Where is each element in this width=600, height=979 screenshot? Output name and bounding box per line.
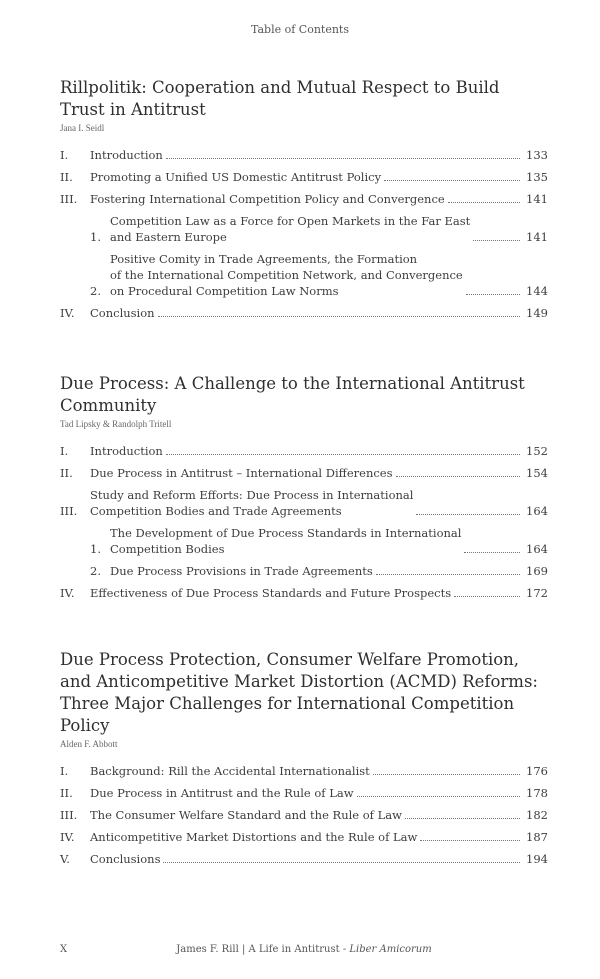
entry-label: and Eastern Europe [110, 230, 227, 244]
entry-label: Study and Reform Efforts: Due Process in International [90, 488, 414, 502]
chapter-title: Rillpolitik: Cooperation and Mutual Respect to Build Trust in Antitrust [60, 78, 500, 119]
entry-number: II. [60, 786, 73, 800]
dot-leader [384, 180, 520, 181]
entry-label: Due Process in Antitrust – International Differences [90, 466, 393, 480]
entry-number: IV. [60, 586, 75, 600]
toc-entry[interactable] [60, 829, 548, 845]
entry-label: Competition Bodies [110, 542, 225, 556]
entry-page-number: 154 [526, 466, 548, 480]
toc-subentry[interactable] [60, 563, 548, 579]
dot-leader [454, 596, 520, 597]
toc-entry[interactable] [60, 169, 548, 185]
entry-label: Competition Bodies and Trade Agreements [90, 504, 342, 518]
toc-entry[interactable] [60, 851, 548, 867]
entry-label: on Procedural Competition Law Norms [110, 284, 339, 298]
entry-number: 1. [90, 230, 101, 244]
entry-page-number: 133 [526, 148, 548, 162]
chapter-title: Due Process Protection, Consumer Welfare Promotion, and Anticompetitive Market Distortion (ACMD) Reforms: Three Major Challenges for International Competition Policy [60, 650, 538, 735]
entry-number: II. [60, 466, 73, 480]
entry-label: Due Process Provisions in Trade Agreements [110, 564, 373, 578]
entry-label: Promoting a Unified US Domestic Antitrust Policy [90, 170, 382, 184]
entry-page-number: 164 [526, 542, 548, 556]
entry-page-number: 176 [526, 764, 548, 778]
entry-page-number: 152 [526, 444, 548, 458]
page-number: X [60, 944, 68, 955]
toc-entry[interactable] [60, 443, 548, 459]
dot-leader [405, 818, 520, 819]
entry-label: Positive Comity in Trade Agreements, the Formation [110, 252, 418, 266]
entry-label: Conclusions [90, 852, 161, 866]
toc-entries [60, 147, 548, 321]
entry-number: III. [60, 192, 78, 206]
entry-label: Introduction [90, 444, 163, 458]
entry-page-number: 135 [526, 170, 548, 184]
entry-label: Effectiveness of Due Process Standards and Future Prospects [90, 586, 452, 600]
entry-number: III. [60, 504, 78, 518]
dot-leader [420, 840, 520, 841]
entry-number: IV. [60, 306, 75, 320]
toc-entry[interactable] [60, 465, 548, 481]
entry-number: I. [60, 764, 69, 778]
entry-label: Competition Law as a Force for Open Markets in the Far East [110, 214, 471, 228]
entry-label: of the International Competition Network, and Convergence [110, 268, 463, 282]
chapter-lipsky-tritell [60, 373, 548, 607]
entry-page-number: 194 [526, 852, 548, 866]
toc-subentry[interactable] [60, 251, 548, 299]
entry-number: V. [60, 852, 70, 866]
dot-leader [448, 202, 520, 203]
entry-label: Fostering International Competition Policy and Convergence [90, 192, 445, 206]
entry-page-number: 187 [526, 830, 548, 844]
entry-page-number: 141 [526, 230, 548, 244]
toc-entry[interactable] [60, 585, 548, 601]
dot-leader [357, 796, 520, 797]
toc-subentry[interactable] [60, 213, 548, 245]
entry-number: 1. [90, 542, 101, 556]
dot-leader [166, 454, 520, 455]
entry-page-number: 182 [526, 808, 548, 822]
dot-leader [376, 574, 520, 575]
entry-label: Anticompetitive Market Distortions and the Rule of Law [90, 830, 418, 844]
dot-leader [373, 774, 520, 775]
entry-label: Due Process in Antitrust and the Rule of Law [90, 786, 354, 800]
toc-entry[interactable] [60, 785, 548, 801]
entry-page-number: 149 [526, 306, 548, 320]
dot-leader [163, 862, 520, 863]
toc-entry[interactable] [60, 487, 548, 519]
dot-leader [396, 476, 521, 477]
dot-leader [166, 158, 520, 159]
running-footer-text: James F. Rill | A Life in Antitrust - [176, 944, 350, 955]
toc-entry[interactable] [60, 305, 548, 321]
dot-leader [158, 316, 520, 317]
entry-label: The Development of Due Process Standards in International [110, 526, 462, 540]
toc-entry[interactable] [60, 191, 548, 207]
chapter-author: Alden F. Abbott [60, 739, 118, 749]
entry-number: III. [60, 808, 78, 822]
dot-leader [416, 514, 520, 515]
entry-label: Background: Rill the Accidental Internationalist [90, 764, 370, 778]
entry-label: Conclusion [90, 306, 155, 320]
entry-number: I. [60, 148, 69, 162]
entry-number: 2. [90, 284, 101, 298]
entry-number: IV. [60, 830, 75, 844]
entry-page-number: 144 [526, 284, 548, 298]
toc-entry[interactable] [60, 147, 548, 163]
dot-leader [473, 240, 520, 241]
chapter-title: Due Process: A Challenge to the International Antitrust Community [60, 374, 525, 415]
chapter-seidl [60, 77, 548, 327]
entry-label: Introduction [90, 148, 163, 162]
entry-page-number: 172 [526, 586, 548, 600]
entry-page-number: 169 [526, 564, 548, 578]
entry-number: I. [60, 444, 69, 458]
toc-subentry[interactable] [60, 525, 548, 557]
entry-label: The Consumer Welfare Standard and the Rule of Law [90, 808, 402, 822]
running-header: Table of Contents [250, 23, 349, 36]
entry-number: II. [60, 170, 73, 184]
chapter-author: Tad Lipsky & Randolph Tritell [60, 419, 172, 429]
entry-page-number: 141 [526, 192, 548, 206]
dot-leader [466, 294, 520, 295]
running-footer [60, 944, 548, 955]
dot-leader [464, 552, 520, 553]
toc-entries [60, 443, 548, 601]
toc-entries [60, 763, 548, 867]
toc-entry[interactable] [60, 763, 548, 779]
chapter-abbott [60, 649, 548, 873]
entry-page-number: 164 [526, 504, 548, 518]
entry-page-number: 178 [526, 786, 548, 800]
running-footer-italic: Liber Amicorum [349, 944, 432, 955]
toc-entry[interactable] [60, 807, 548, 823]
chapter-author: Jana I. Seidl [60, 123, 105, 133]
entry-number: 2. [90, 564, 101, 578]
